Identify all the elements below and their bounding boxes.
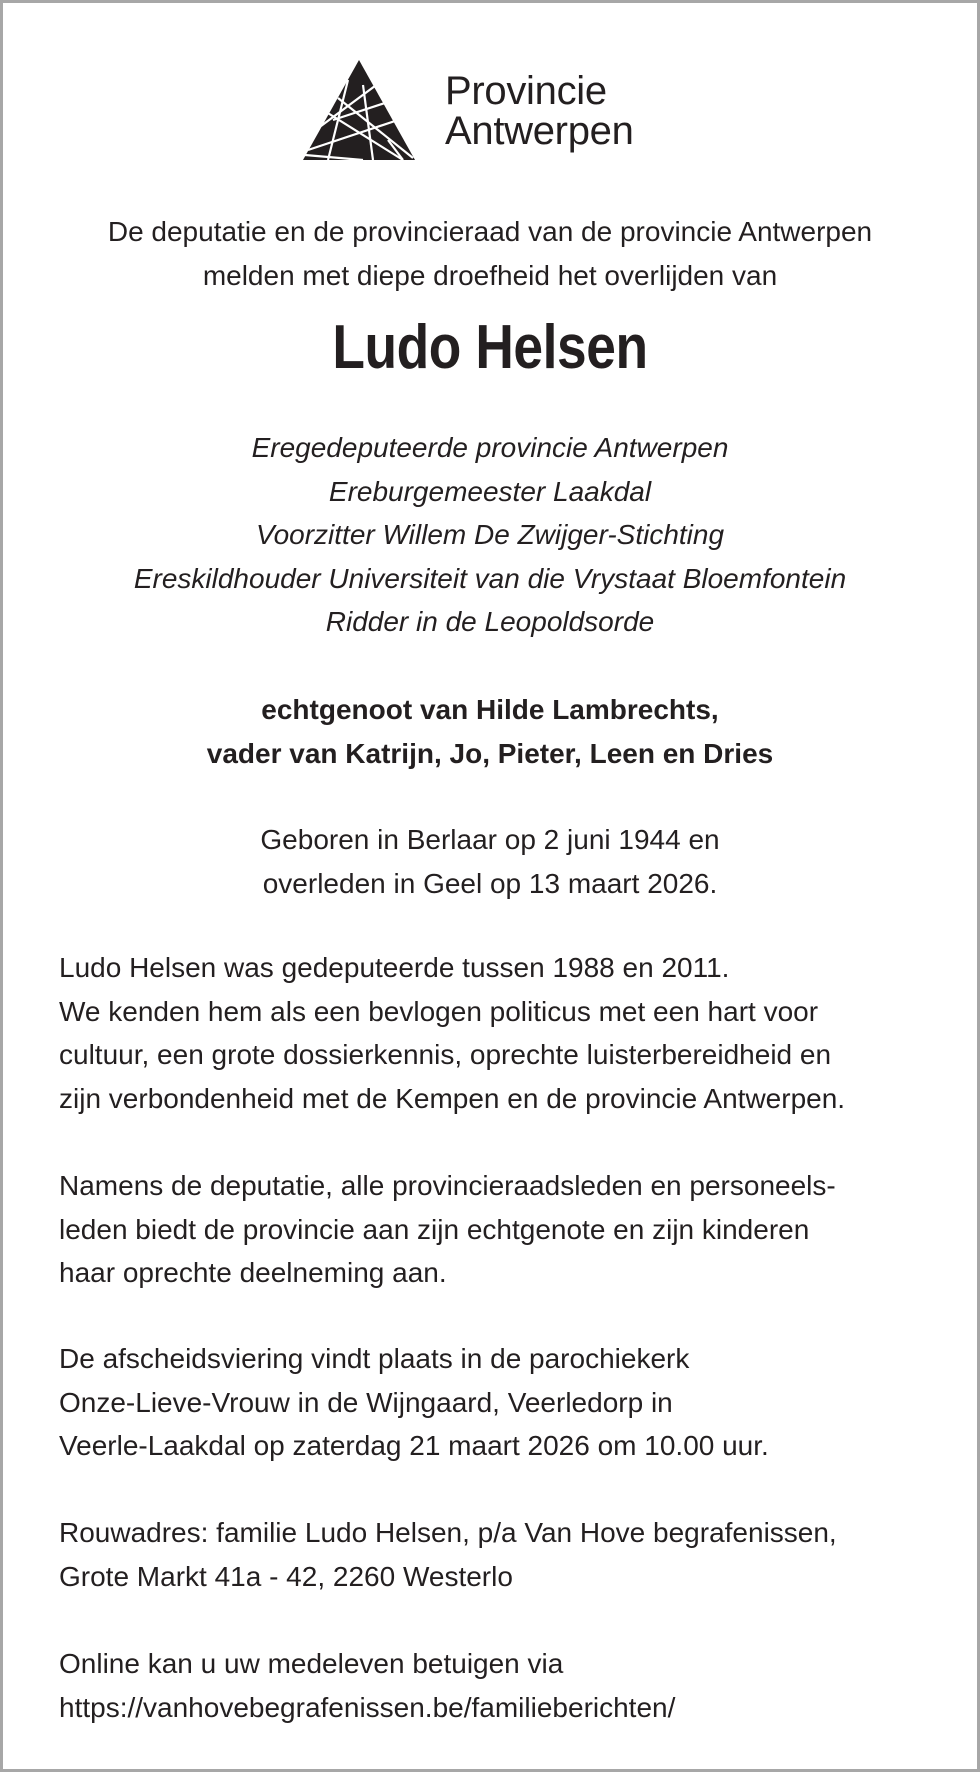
para-line: cultuur, een grote dossierkennis, oprechte luisterbereidheid en [59,1039,832,1070]
birth-death-text [0,818,980,905]
online-condolence [59,1642,675,1729]
para-line: Namens de deputatie, alle provincieraadsleden en personeels- [59,1170,836,1201]
condolence-url-link[interactable]: https://vanhovebegrafenissen.be/familieberichten/ [59,1691,676,1723]
para-line: Onze-Lieve-Vrouw in de Wijngaard, Veerledorp in [59,1386,673,1418]
biography-paragraph [59,946,845,1120]
address-line: Rouwadres: familie Ludo Helsen, p/a Van Hove begrafenissen, [59,1517,837,1548]
condolence-paragraph [59,1164,836,1295]
title-line: Ereburgemeester Laakdal [328,475,652,507]
born-line: Geboren in Berlaar op 2 juni 1944 en [260,824,720,855]
address-line: Grote Markt 41a - 42, 2260 Westerlo [59,1560,513,1592]
para-line: haar oprechte deelneming aan. [59,1257,447,1288]
family-line: vader van Katrijn, Jo, Pieter, Leen en Dries [206,737,774,769]
province-logo [303,60,634,162]
mourning-address [59,1511,837,1598]
para-line: Ludo Helsen was gedeputeerde tussen 1988 en 2011. [59,952,730,983]
para-line: Veerle-Laakdal op zaterdag 21 maart 2026 om 10.00 uur. [59,1430,769,1461]
born-line: overleden in Geel op 13 maart 2026. [262,867,718,899]
para-line: We kenden hem als een bevlogen politicus met een hart voor [59,995,819,1027]
intro-line: melden met diepe droefheid het overlijden van [202,259,778,291]
para-line: zijn verbondenheid met de Kempen en de provincie Antwerpen. [59,1082,846,1114]
triangle-logo-icon [303,60,415,162]
logo-wordmark [445,71,634,151]
title-line: Eregedeputeerde provincie Antwerpen [251,432,729,463]
family-text [0,688,980,775]
online-line: Online kan u uw medeleven betuigen via [59,1648,564,1679]
family-line: echtgenoot van Hilde Lambrechts, [261,694,719,725]
deceased-name: Ludo Helsen [332,313,648,382]
title-line: Voorzitter Willem De Zwijger-Stichting [255,519,725,550]
para-line: De afscheidsviering vindt plaats in de parochiekerk [59,1343,690,1374]
para-line: leden biedt de provincie aan zijn echtgenote en zijn kinderen [59,1213,810,1245]
logo-line-1: Provincie [445,69,607,113]
intro-text [0,210,980,297]
intro-line: De deputatie en de provincieraad van de provincie Antwerpen [107,216,873,247]
honorary-titles [0,426,980,644]
ceremony-paragraph [59,1337,769,1468]
title-line: Ridder in de Leopoldsorde [325,606,655,637]
title-line: Ereskildhouder Universiteit van die Vrystaat Bloemfontein [133,562,847,594]
logo-line-2: Antwerpen [445,109,634,153]
